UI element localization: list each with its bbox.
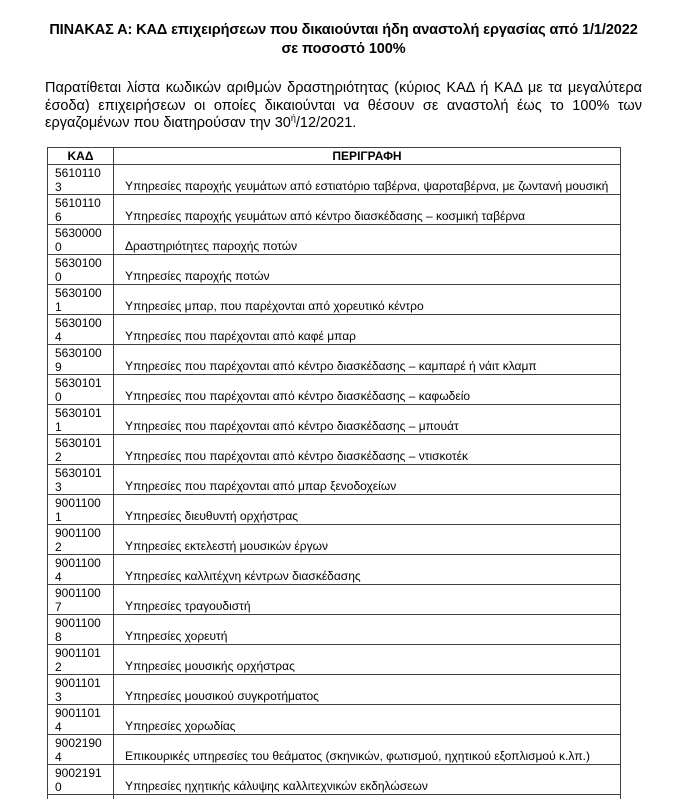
description-cell: Υπηρεσίες εκτελεστή μουσικών έργων <box>114 524 621 554</box>
table-row <box>48 164 621 194</box>
kad-code-line1: 5630101 <box>55 375 102 390</box>
kad-code-line2: 3 <box>55 689 62 704</box>
kad-code-line1: 5630100 <box>55 315 102 330</box>
kad-cell <box>48 554 114 584</box>
table-row <box>48 464 621 494</box>
description-cell: Υπηρεσίες χορευτή <box>114 614 621 644</box>
kad-cell <box>48 794 114 799</box>
kad-code-line1: 5630101 <box>55 465 102 480</box>
description-cell: Υπηρεσίες που παρέχονται από μπαρ ξενοδοχείων <box>114 464 621 494</box>
intro-text-after: /12/2021. <box>295 115 357 131</box>
kad-code-line1: 5630100 <box>55 255 102 270</box>
kad-cell <box>48 224 114 254</box>
kad-cell <box>48 194 114 224</box>
table-row <box>48 524 621 554</box>
kad-code-line1: 9001101 <box>55 675 101 690</box>
table-row <box>48 434 621 464</box>
table-row-partial <box>48 794 621 799</box>
kad-code-line2: 7 <box>55 599 62 614</box>
kad-code-line1: 9001100 <box>55 615 101 630</box>
kad-code-line2: 8 <box>55 629 62 644</box>
description-cell: Υπηρεσίες παροχής ποτών <box>114 254 621 284</box>
kad-code-line1: 9001100 <box>55 525 101 540</box>
kad-code-line2: 0 <box>55 269 62 284</box>
kad-code-line2: 4 <box>55 749 62 764</box>
description-cell: Υπηρεσίες που παρέχονται από κέντρο διασκέδασης – μπουάτ <box>114 404 621 434</box>
kad-cell <box>48 254 114 284</box>
column-header-kad: ΚΑΔ <box>48 147 114 164</box>
kad-code-line2: 4 <box>55 329 62 344</box>
page-title: ΠΙΝΑΚΑΣ Α: ΚΑΔ επιχειρήσεων που δικαιούνται ήδη αναστολή εργασίας από 1/1/2022 σε ποσοστό 100% <box>49 22 638 57</box>
table-header-row <box>48 147 621 164</box>
description-cell: Υπηρεσίες μουσικής ορχήστρας <box>114 644 621 674</box>
kad-code-line2: 4 <box>55 719 62 734</box>
description-cell: Δραστηριότητες παροχής ποτών <box>114 224 621 254</box>
kad-cell <box>48 524 114 554</box>
kad-cell <box>48 734 114 764</box>
table-row <box>48 674 621 704</box>
kad-code-line2: 0 <box>55 239 62 254</box>
description-cell: Υπηρεσίες που παρέχονται από κέντρο διασκέδασης – καμπαρέ ή νάιτ κλαμπ <box>114 344 621 374</box>
description-cell: Υπηρεσίες που παρέχονται από κέντρο διασκέδασης – ντισκοτέκ <box>114 434 621 464</box>
intro-paragraph <box>45 80 642 133</box>
kad-code-line2: 2 <box>55 449 62 464</box>
table-row <box>48 734 621 764</box>
kad-code-line1: 5630000 <box>55 225 102 240</box>
table-row <box>48 404 621 434</box>
kad-cell <box>48 344 114 374</box>
kad-code-line2: 1 <box>55 299 62 314</box>
description-cell: Υπηρεσίες καλλιτέχνη κέντρων διασκέδασης <box>114 554 621 584</box>
kad-table-body <box>48 164 621 799</box>
kad-code-line2: 4 <box>55 569 62 584</box>
table-row <box>48 494 621 524</box>
kad-code-line2: 2 <box>55 659 62 674</box>
kad-cell <box>48 764 114 794</box>
kad-table <box>47 147 621 799</box>
description-cell: Υπηρεσίες παροχής γευμάτων από κέντρο διασκέδασης – κοσμική ταβέρνα <box>114 194 621 224</box>
table-row <box>48 584 621 614</box>
kad-cell <box>48 164 114 194</box>
table-row <box>48 344 621 374</box>
table-row <box>48 614 621 644</box>
kad-cell <box>48 584 114 614</box>
kad-code-line1: 9002190 <box>55 735 102 750</box>
description-cell <box>114 794 621 799</box>
description-cell: Επικουρικές υπηρεσίες του θεάματος (σκηνικών, φωτισμού, ηχητικού εξοπλισμού κ.λπ.) <box>114 734 621 764</box>
description-cell: Υπηρεσίες τραγουδιστή <box>114 584 621 614</box>
table-row <box>48 764 621 794</box>
kad-code-line2: 1 <box>55 419 62 434</box>
kad-cell <box>48 404 114 434</box>
table-row <box>48 554 621 584</box>
table-row <box>48 284 621 314</box>
kad-cell <box>48 644 114 674</box>
column-header-perigrafi: ΠΕΡΙΓΡΑΦΗ <box>114 147 621 164</box>
description-cell: Υπηρεσίες μουσικού συγκροτήματος <box>114 674 621 704</box>
kad-code-line1: 5630100 <box>55 285 102 300</box>
kad-cell <box>48 434 114 464</box>
table-row <box>48 194 621 224</box>
table-row <box>48 254 621 284</box>
kad-cell <box>48 314 114 344</box>
kad-cell <box>48 494 114 524</box>
table-row <box>48 644 621 674</box>
kad-cell <box>48 374 114 404</box>
kad-code-line1: 9002191 <box>55 765 102 780</box>
kad-code-line2: 0 <box>55 389 62 404</box>
kad-code-line1: 9001100 <box>55 585 101 600</box>
description-cell: Υπηρεσίες που παρέχονται από καφέ μπαρ <box>114 314 621 344</box>
kad-code-line1: 5610110 <box>55 165 101 180</box>
description-cell: Υπηρεσίες ηχητικής κάλυψης καλλιτεχνικών εκδηλώσεων <box>114 764 621 794</box>
kad-cell <box>48 614 114 644</box>
kad-code-line1: 9001100 <box>55 495 101 510</box>
table-row <box>48 374 621 404</box>
kad-code-line2: 3 <box>55 179 62 194</box>
table-row <box>48 224 621 254</box>
kad-cell <box>48 674 114 704</box>
kad-cell <box>48 704 114 734</box>
kad-code-line1: 9001100 <box>55 555 101 570</box>
intro-text-before: Παρατίθεται λίστα κωδικών αριθμών δραστηριότητας (κύριος ΚΑΔ ή ΚΑΔ με τα μεγαλύτερα έσοδα) επιχειρήσεων οι οποίες δικαιούνται να θέσουν σε αναστολή έως το 100% των εργαζομένων που διατηρούσαν την 30 <box>45 80 642 131</box>
kad-code-line1: 5630101 <box>55 435 102 450</box>
kad-code-line1: 9001101 <box>55 645 101 660</box>
kad-code-line2: 0 <box>55 779 62 794</box>
intro-superscript: ή <box>290 113 296 124</box>
kad-code-line2: 6 <box>55 209 62 224</box>
kad-cell <box>48 464 114 494</box>
kad-code-line1: 5610110 <box>55 195 101 210</box>
kad-cell <box>48 284 114 314</box>
kad-code-line1: 5630100 <box>55 345 102 360</box>
kad-code-line1: 5630101 <box>55 405 102 420</box>
description-cell: Υπηρεσίες παροχής γευμάτων από εστιατόριο ταβέρνα, ψαροταβέρνα, με ζωντανή μουσική <box>114 164 621 194</box>
description-cell: Υπηρεσίες που παρέχονται από κέντρο διασκέδασης – καφωδείο <box>114 374 621 404</box>
kad-code-line1: 9001101 <box>55 705 101 720</box>
kad-code-line2: 3 <box>55 479 62 494</box>
table-row <box>48 314 621 344</box>
kad-code-line2: 2 <box>55 539 62 554</box>
table-row <box>48 704 621 734</box>
description-cell: Υπηρεσίες μπαρ, που παρέχονται από χορευτικό κέντρο <box>114 284 621 314</box>
description-cell: Υπηρεσίες διευθυντή ορχήστρας <box>114 494 621 524</box>
description-cell: Υπηρεσίες χορωδίας <box>114 704 621 734</box>
kad-code-line2: 1 <box>55 509 62 524</box>
kad-code-line2: 9 <box>55 359 62 374</box>
